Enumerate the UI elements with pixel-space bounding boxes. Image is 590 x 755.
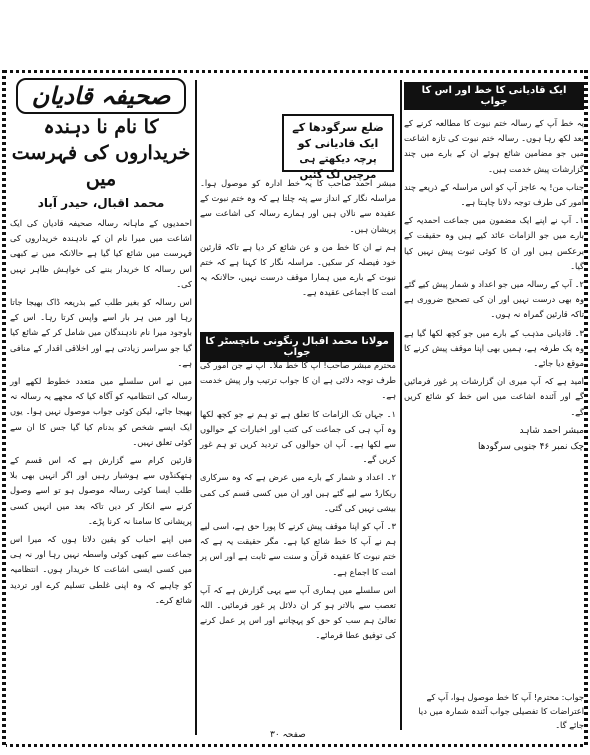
right-footer-reply: جواب: محترم! آپ کا خط موصول ہوا، آپ کے اعتراضات کا تفصیلی جواب آئندہ شمارہ میں دیا جائے گا۔: [418, 692, 584, 730]
column-rule-left: [195, 80, 197, 735]
right-paragraph: جناب من! یہ عاجز آپ کو اس مراسلہ کے ذریعے چند امور کی طرف توجہ دلانا چاہتا ہے۔: [404, 181, 584, 208]
middle-intro-text: [200, 176, 396, 304]
middle-reply-text: [200, 358, 396, 647]
middle-boxed-headline: [282, 114, 394, 181]
masthead-line-3: خریداروں کی فہرست میں: [11, 142, 191, 190]
left-article-masthead: [10, 78, 192, 192]
right-reply-intro: امید ہے کہ آپ میری ان گزارشات پر غور فرمائیں گے اور آئندہ اشاعت میں اس خط کو شائع کریں گے۔: [404, 376, 584, 417]
page-border-left: [2, 70, 6, 747]
page-border-right: [584, 70, 588, 747]
middle-paragraph: مبشر احمد صاحب کا یہ خط ادارہ کو موصول ہوا۔ مراسلہ نگار کے انداز سے پتہ چلتا ہے کہ وہ ختم نبوت کے عقیدہ سے نالاں ہیں اور ہمارے رسالہ کی اشاعت سے پریشان ہیں۔: [200, 178, 396, 234]
right-point: ۱۔ آپ نے اپنے ایک مضمون میں جماعت احمدیہ کے بارے میں جو الزامات عائد کیے ہیں وہ حقیقت کے برعکس ہیں اور ان کا کوئی ثبوت پیش نہیں کیا گیا۔: [404, 215, 584, 271]
right-article-headbar: ایک قادیانی کا خط اور اس کا جواب: [404, 82, 584, 110]
middle-reply-headbar: مولانا محمد اقبال رنگونی مانچسٹر کا جواب: [200, 332, 394, 362]
page-number: صفحہ ۳۰: [270, 730, 306, 740]
left-paragraph: اس رسالہ کو بغیر طلب کیے بذریعہ ڈاک بھیجا جاتا رہا اور میں ہر بار اسے واپس کرتا رہا۔ اس کے باوجود میرا نام نادہندگان میں شامل کر کے شائع کیا گیا جو سراسر زیادتی ہے اور اخلاقی اقدار کے منافی ہے۔: [10, 297, 192, 368]
page-border-bottom: [4, 744, 586, 747]
masthead-title: صحیفہ قادیان: [16, 78, 187, 114]
left-paragraph: میں نے اس سلسلے میں متعدد خطوط لکھے اور رسالہ کی انتظامیہ کو آگاہ کیا کہ مجھے یہ رسالہ نہ بھیجا جائے، لیکن کوئی جواب موصول نہیں ہوا۔ یوں ایک ایسے شخص کو بدنام کیا گیا جس کا ان سے کوئی تعلق نہیں۔: [10, 376, 192, 447]
left-paragraph: میں اپنے احباب کو یقین دلاتا ہوں کہ میرا اس جماعت سے کبھی کوئی واسطہ نہیں رہا اور نہ ہی میں کسی ایسی اشاعت کا خریدار ہوں۔ انتظامیہ کو چاہیے کہ وہ اپنی غلطی تسلیم کرے اور تردید شائع کرے۔: [10, 534, 192, 605]
right-article: [404, 82, 584, 732]
column-rule-right: [400, 80, 402, 730]
left-article: [10, 78, 192, 733]
left-paragraph: قارئین کرام سے گزارش ہے کہ اس قسم کے ہتھکنڈوں سے ہوشیار رہیں اور اگر انہیں بھی بلا طلب ایسا کوئی رسالہ موصول ہو تو اسے وصول کرنے سے انکار کر دیں تاکہ بعد میں انہیں کسی پریشانی کا سامنا نہ کرنا پڑے۔: [10, 455, 192, 526]
middle-paragraph: ۲۔ اعداد و شمار کے بارے میں عرض ہے کہ وہ سرکاری ریکارڈ سے لیے گئے ہیں اور ان میں کسی قسم کی کمی بیشی نہیں کی گئی۔: [200, 472, 396, 513]
page-border-top: [4, 70, 586, 73]
left-article-byline: محمد اقبال، حیدر آباد: [37, 196, 165, 210]
left-paragraph: احمدیوں کے ماہانہ رسالہ صحیفہ قادیان کی ایک اشاعت میں میرا نام ان کے نادہندہ خریداروں کی فہرست میں شائع کیا گیا ہے حالانکہ میں نے کبھی اس رسالہ کا خریدار بننے کی خواہش ظاہر نہیں کی۔: [10, 218, 192, 289]
right-signature: مبشر احمد شاہد: [519, 425, 584, 436]
right-paragraph: یہ خط آپ کے رسالہ ختم نبوت کا مطالعہ کرنے کے بعد لکھ رہا ہوں۔ رسالہ ختم نبوت کی تازہ اشاعت میں جو مضامین شائع ہوئے ان کے بارے میں چند گزارشات پیش خدمت ہیں۔: [404, 118, 584, 174]
right-address: چک نمبر ۴۶ جنوبی سرگودھا: [478, 441, 584, 452]
right-point: ۲۔ آپ کے رسالہ میں جو اعداد و شمار پیش کیے گئے وہ بھی درست نہیں اور ان کی تصحیح ضروری ہے تاکہ قارئین گمراہ نہ ہوں۔: [404, 279, 584, 320]
middle-paragraph: محترم مبشر صاحب! آپ کا خط ملا۔ آپ نے جن امور کی طرف توجہ دلائی ہے ان کا جواب ترتیب وار پیش خدمت ہے۔: [200, 360, 396, 401]
middle-paragraph: اس سلسلے میں ہماری آپ سے یہی گزارش ہے کہ آپ تعصب سے بالاتر ہو کر ان دلائل پر غور فرمائیں۔ اللہ تعالیٰ ہم سب کو حق کو پہچاننے اور اس پر عمل کرنے کی توفیق عطا فرمائے۔: [200, 584, 396, 641]
middle-paragraph: ۱۔ جہاں تک الزامات کا تعلق ہے تو ہم نے جو کچھ لکھا وہ آپ ہی کی جماعت کی کتب اور اخبارات کے حوالوں سے لکھا ہے۔ آپ ان حوالوں کی تردید کریں تو ہم غور کریں گے۔: [200, 408, 396, 465]
right-point: ۳۔ قادیانی مذہب کے بارے میں جو کچھ لکھا گیا ہے وہ یک طرفہ ہے، ہمیں بھی اپنا موقف پیش کرنے کا موقع دیا جائے۔: [404, 327, 584, 369]
middle-paragraph: ہم نے ان کا خط من و عن شائع کر دیا ہے تاکہ قارئین خود فیصلہ کر سکیں۔ مراسلہ نگار کا کہنا ہے کہ ختم نبوت کے بارے میں ہمارا موقف درست نہیں، حالانکہ یہ امت کا اجماعی عقیدہ ہے۔: [200, 241, 396, 298]
boxed-headline-line-2: پرچہ دیکھتے ہی مرچیں لگ گئیں: [299, 154, 377, 181]
boxed-headline-line-1: ضلع سرگودھا کے ایک قادیانی کو: [292, 121, 384, 150]
middle-paragraph: ۳۔ آپ کو اپنا موقف پیش کرنے کا پورا حق ہے، اسی لیے ہم نے آپ کا خط شائع کیا ہے۔ مگر حقیقت یہ ہے کہ ختم نبوت کا عقیدہ قرآن و سنت سے ثابت ہے اور اس پر امت کا اجماع ہے۔: [200, 521, 396, 577]
masthead-line-2: کا نام نا دہندہ: [43, 116, 159, 138]
